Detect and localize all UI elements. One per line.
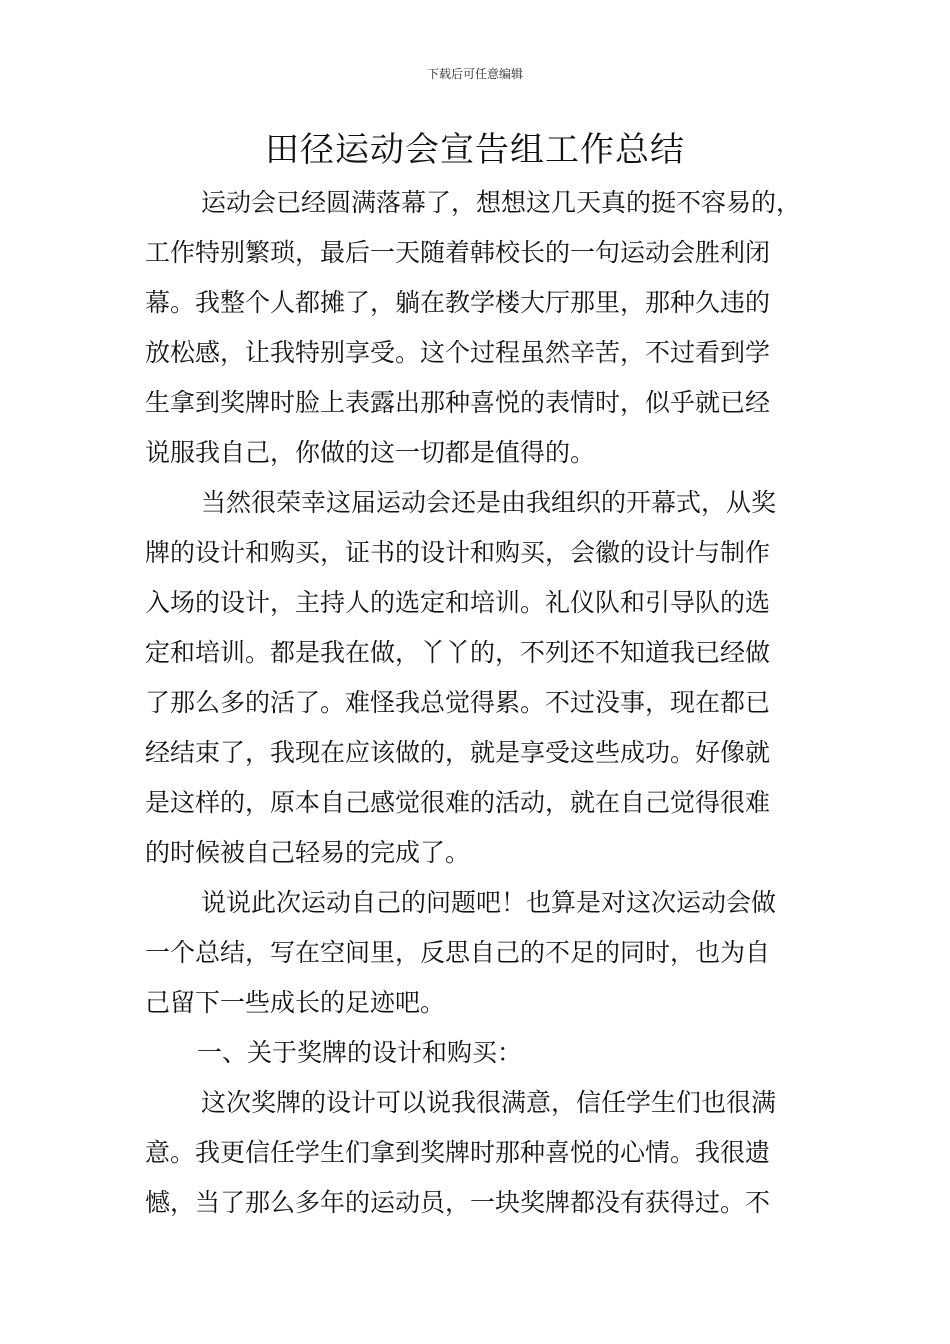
text-line: 说说此次运动自己的问题吧！也算是对这次运动会做 [201, 888, 777, 917]
text-line: 牌的设计和购买，证书的设计和购买，会徽的设计与制作 [145, 538, 771, 567]
text-line: 生拿到奖牌时脸上表露出那种喜悦的表情时，似乎就已经 [145, 388, 771, 417]
text-line: 放松感，让我特别享受。这个过程虽然辛苦，不过看到学 [145, 338, 771, 367]
text-line: 了那么多的活了。难怪我总觉得累。不过没事，现在都已 [145, 688, 771, 717]
text-line: 定和培训。都是我在做，丫丫的，不列还不知道我已经做 [145, 638, 771, 667]
text-line: 这次奖牌的设计可以说我很满意，信任学生们也很满 [201, 1088, 777, 1117]
text-line: 己留下一些成长的足迹吧。 [145, 988, 446, 1017]
section-heading: 一、关于奖牌的设计和购买： [197, 1038, 523, 1067]
document-title: 田径运动会宣告组工作总结 [265, 130, 685, 170]
text-line: 幕。我整个人都摊了，躺在教学楼大厅那里，那种久违的 [145, 288, 771, 317]
text-line: 当然很荣幸这届运动会还是由我组织的开幕式，从奖 [201, 488, 777, 517]
text-line: 意。我更信任学生们拿到奖牌时那种喜悦的心情。我很遗 [145, 1138, 771, 1167]
document-body [145, 178, 810, 1228]
text-line: 憾，当了那么多年的运动员，一块奖牌都没有获得过。不 [145, 1188, 771, 1217]
text-line: 说服我自己，你做的这一切都是值得的。 [145, 438, 596, 467]
text-line: 是这样的，原本自己感觉很难的活动，就在自己觉得很难 [145, 788, 771, 817]
text-line: 工作特别繁琐，最后一天随着韩校长的一句运动会胜利闭 [145, 238, 771, 267]
header-note: 下载后可任意编辑 [426, 67, 523, 81]
text-line: 运动会已经圆满落幕了，想想这几天真的挺不容易的， [201, 188, 802, 217]
text-line: 一个总结，写在空间里，反思自己的不足的同时，也为自 [145, 938, 771, 967]
text-line: 入场的设计，主持人的选定和培训。礼仪队和引导队的选 [145, 588, 771, 617]
text-line: 经结束了，我现在应该做的，就是享受这些成功。好像就 [145, 738, 771, 767]
text-line: 的时候被自己轻易的完成了。 [145, 838, 471, 867]
